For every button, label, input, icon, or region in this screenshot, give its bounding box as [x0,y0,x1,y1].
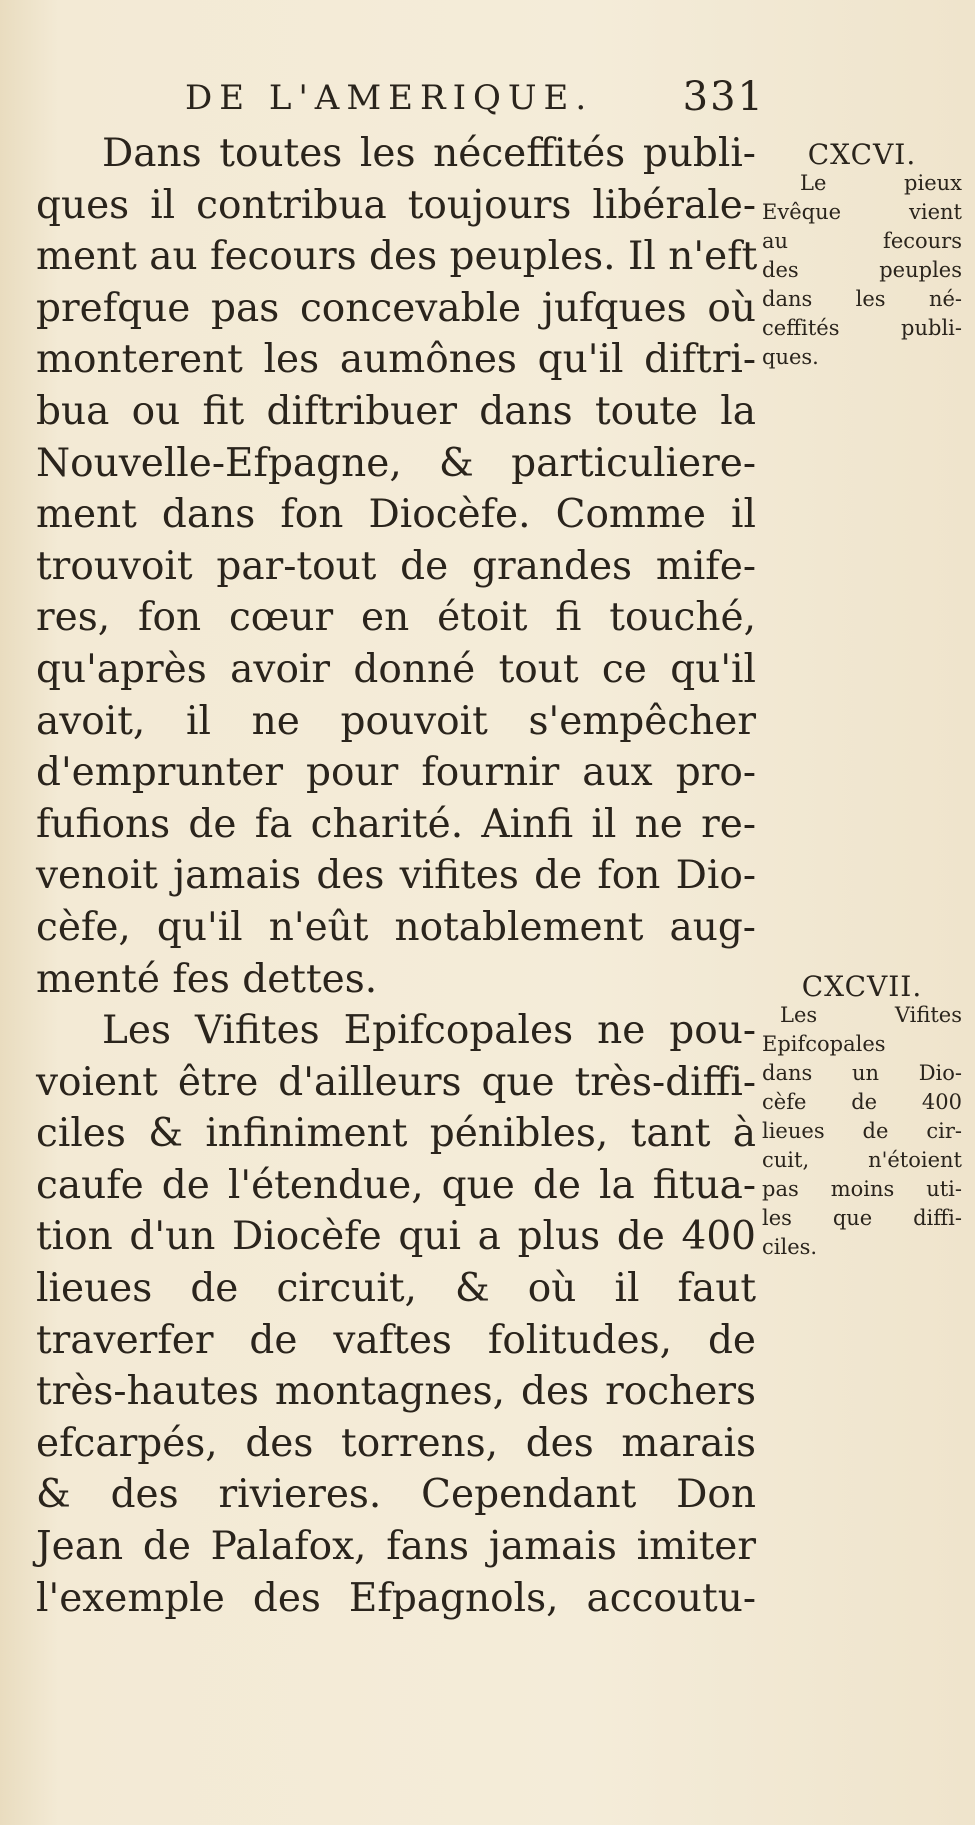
margin-note-2 [762,972,962,1262]
text-line: trouvoit par-tout de grandes mife- [36,543,756,589]
margin-note-numeral: CXCVI. [807,138,917,171]
margin-note-line: dans les né- [762,287,962,311]
margin-note-line: lieues de cir- [762,1119,962,1143]
margin-note-line: Les Vifites [780,1003,962,1027]
text-line: tion d'un Diocèfe qui a plus de 400 [36,1214,756,1260]
text-line: Dans toutes les néceffités publi- [102,131,756,176]
margin-note-line: Epifcopales [762,1032,886,1056]
text-line: ment au fecours des peuples. Il n'eft [36,234,758,280]
text-line: menté fes dettes. [36,956,378,1002]
text-line: monterent les aumônes qu'il diftri- [36,337,756,383]
margin-note-1 [762,140,962,372]
margin-note-line: Le pieux [800,171,962,195]
page-number: 331 [682,74,765,120]
text-line: cèfe, qu'il n'eût notablement aug- [36,904,756,950]
text-line: caufe de l'étendue, que de la fitua- [36,1162,756,1208]
text-line: ciles & infiniment pénibles, tant à [36,1111,756,1157]
text-line: ques il contribua toujours libérale- [36,182,756,228]
margin-note-line: ceffités publi- [762,316,962,340]
text-line: ment dans fon Diocèfe. Comme il [36,492,756,538]
margin-note-line: ciles. [762,1235,818,1259]
paragraph-1 [36,128,756,1005]
text-line: très-hautes montagnes, des rochers [36,1369,756,1415]
text-line: Nouvelle-Efpagne, & particuliere- [36,440,756,486]
margin-note-line: pas moins uti- [762,1177,962,1201]
margin-note-line: dans un Dio- [762,1061,962,1085]
running-title: DE L'AMERIQUE. [185,78,594,118]
main-text [36,128,756,1624]
text-line: efcarpés, des torrens, des marais [36,1420,756,1466]
margin-note-line: ques. [762,345,819,369]
text-line: prefque pas concevable jufques où [36,285,756,331]
margin-note-line: des peuples [762,258,962,282]
running-header [185,72,765,122]
text-line: l'exemple des Efpagnols, accoutu- [36,1575,756,1621]
text-line: lieues de circuit, & où il faut [36,1266,756,1312]
margin-note-line: cuit, n'étoient [762,1148,962,1172]
text-line: traverfer de vaftes folitudes, de [36,1317,756,1363]
text-line: fufions de fa charité. Ainfi il ne re- [36,801,756,847]
text-line: res, fon cœur en étoit fi touché, [36,595,756,641]
text-line: venoit jamais des vifites de fon Dio- [36,853,756,899]
paragraph-2 [36,1005,756,1624]
margin-note-line: les que diffi- [762,1206,962,1230]
margin-note-numeral: CXCVII. [801,970,923,1003]
text-line: bua ou fit diftribuer dans toute la [36,388,756,434]
text-line: & des rivieres. Cependant Don [36,1472,756,1518]
text-line: d'emprunter pour fournir aux pro- [36,750,756,796]
margin-note-line: Evêque vient [762,200,962,224]
margin-note-line: au fecours [762,229,962,253]
text-line: Jean de Palafox, fans jamais imiter [36,1524,756,1570]
text-line: Les Vifites Epifcopales ne pou- [102,1008,756,1054]
margin-note-line: cèfe de 400 [762,1090,962,1114]
text-line: qu'après avoir donné tout ce qu'il [36,646,756,692]
text-line: avoit, il ne pouvoit s'empêcher [36,698,756,744]
text-line: voient être d'ailleurs que très-diffi- [36,1059,756,1105]
